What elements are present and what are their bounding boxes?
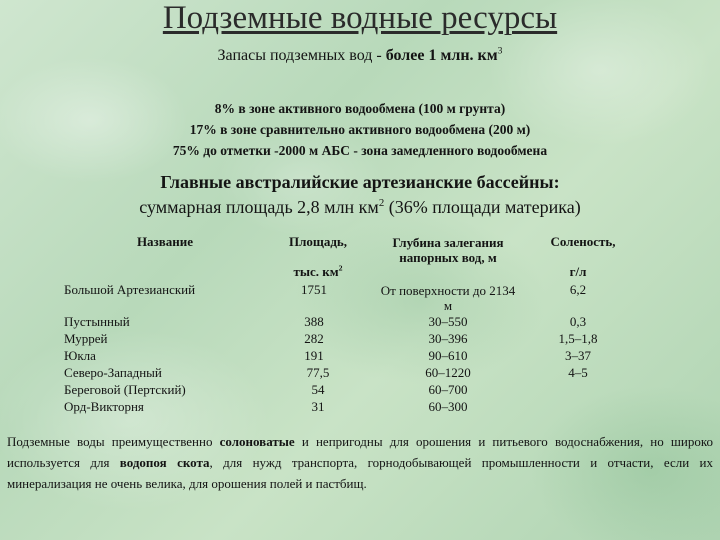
table-row-area: 388 bbox=[304, 314, 324, 329]
basins-heading: Главные австралийские артезианские бассейны: bbox=[160, 172, 560, 192]
reserves-prefix: Запасы подземных вод - bbox=[217, 47, 386, 64]
table-row-depth: 60–1220 bbox=[425, 365, 471, 380]
usage-text-2: и непригодны для орошения и питьевого водоснабжения, но широко используется для bbox=[7, 434, 713, 470]
stat-line-slow: 75% до отметки -2000 м АБС - зона замедленного водообмена bbox=[172, 143, 548, 158]
table-row-salinity: 1,5–1,8 bbox=[558, 331, 598, 346]
table-row-area: 282 bbox=[304, 331, 324, 346]
stat-line-relative: 17% в зоне сравнительно активного водообмена (200 м) bbox=[189, 122, 531, 137]
table-row-salinity: 3–37 bbox=[565, 348, 591, 363]
usage-text-1: Подземные воды преимущественно bbox=[7, 434, 220, 449]
header-name: Название bbox=[136, 234, 194, 249]
reserves-value: более 1 млн. км bbox=[385, 47, 498, 64]
table-row-depth: 30–396 bbox=[428, 331, 468, 346]
basins-summary-pre: суммарная площадь 2,8 млн км bbox=[139, 197, 379, 217]
table-row-salinity: 4–5 bbox=[568, 365, 588, 380]
table-row-area: 54 bbox=[311, 382, 325, 397]
header-salinity-line1: Соленость, bbox=[550, 234, 616, 249]
usage-paragraph bbox=[7, 431, 713, 494]
table-row-name: Северо-Западный bbox=[64, 365, 162, 380]
table-row-name: Пустынный bbox=[64, 314, 130, 329]
page-title: Подземные водные ресурсы bbox=[162, 0, 558, 36]
table-row-name: Береговой (Пертский) bbox=[64, 382, 186, 397]
usage-emphasis-brackish: солоноватые bbox=[219, 434, 295, 449]
table-row-depth: От поверхности до 2134 м bbox=[380, 283, 516, 313]
header-area-exponent: 2 bbox=[338, 263, 343, 273]
usage-text-3: , для нужд транспорта, горнодобывающей промышленности и отчасти, если их минерализация не очень велика, для орошения полей и пастбищ. bbox=[7, 455, 714, 491]
table-row-area: 191 bbox=[304, 348, 324, 363]
basins-summary-post: (36% площади материка) bbox=[384, 197, 581, 217]
header-area-line2 bbox=[268, 265, 368, 278]
basins-summary bbox=[0, 197, 720, 218]
table-row-name: Орд-Викторня bbox=[64, 399, 144, 414]
table-row-name: Юкла bbox=[64, 348, 96, 363]
header-area-unit: тыс. км bbox=[293, 264, 339, 279]
stat-line-active: 8% в зоне активного водообмена (100 м грунта) bbox=[214, 101, 506, 116]
table-row-depth: 60–300 bbox=[428, 399, 468, 414]
table-row-name: Большой Артезианский bbox=[64, 282, 196, 297]
table-row-salinity: 6,2 bbox=[569, 282, 587, 297]
basins-summary-exponent: 2 bbox=[378, 197, 385, 209]
table-row-name: Муррей bbox=[64, 331, 108, 346]
reserves-unit-exponent: 3 bbox=[497, 45, 503, 57]
table-row-depth: 60–700 bbox=[428, 382, 468, 397]
reserves-line bbox=[0, 47, 720, 65]
table-row-area: 1751 bbox=[301, 282, 327, 297]
usage-emphasis-livestock: водопоя скота bbox=[119, 455, 210, 470]
header-salinity-line2: г/л bbox=[569, 264, 587, 279]
header-depth: Глубина залегания напорных вод, м bbox=[392, 235, 504, 265]
table-row-area: 77,5 bbox=[306, 365, 330, 380]
header-area-line1: Площадь, bbox=[288, 234, 348, 249]
table-row-area: 31 bbox=[311, 399, 325, 414]
table-row-depth: 30–550 bbox=[428, 314, 468, 329]
table-row-salinity: 0,3 bbox=[569, 314, 587, 329]
table-row-depth: 90–610 bbox=[428, 348, 468, 363]
